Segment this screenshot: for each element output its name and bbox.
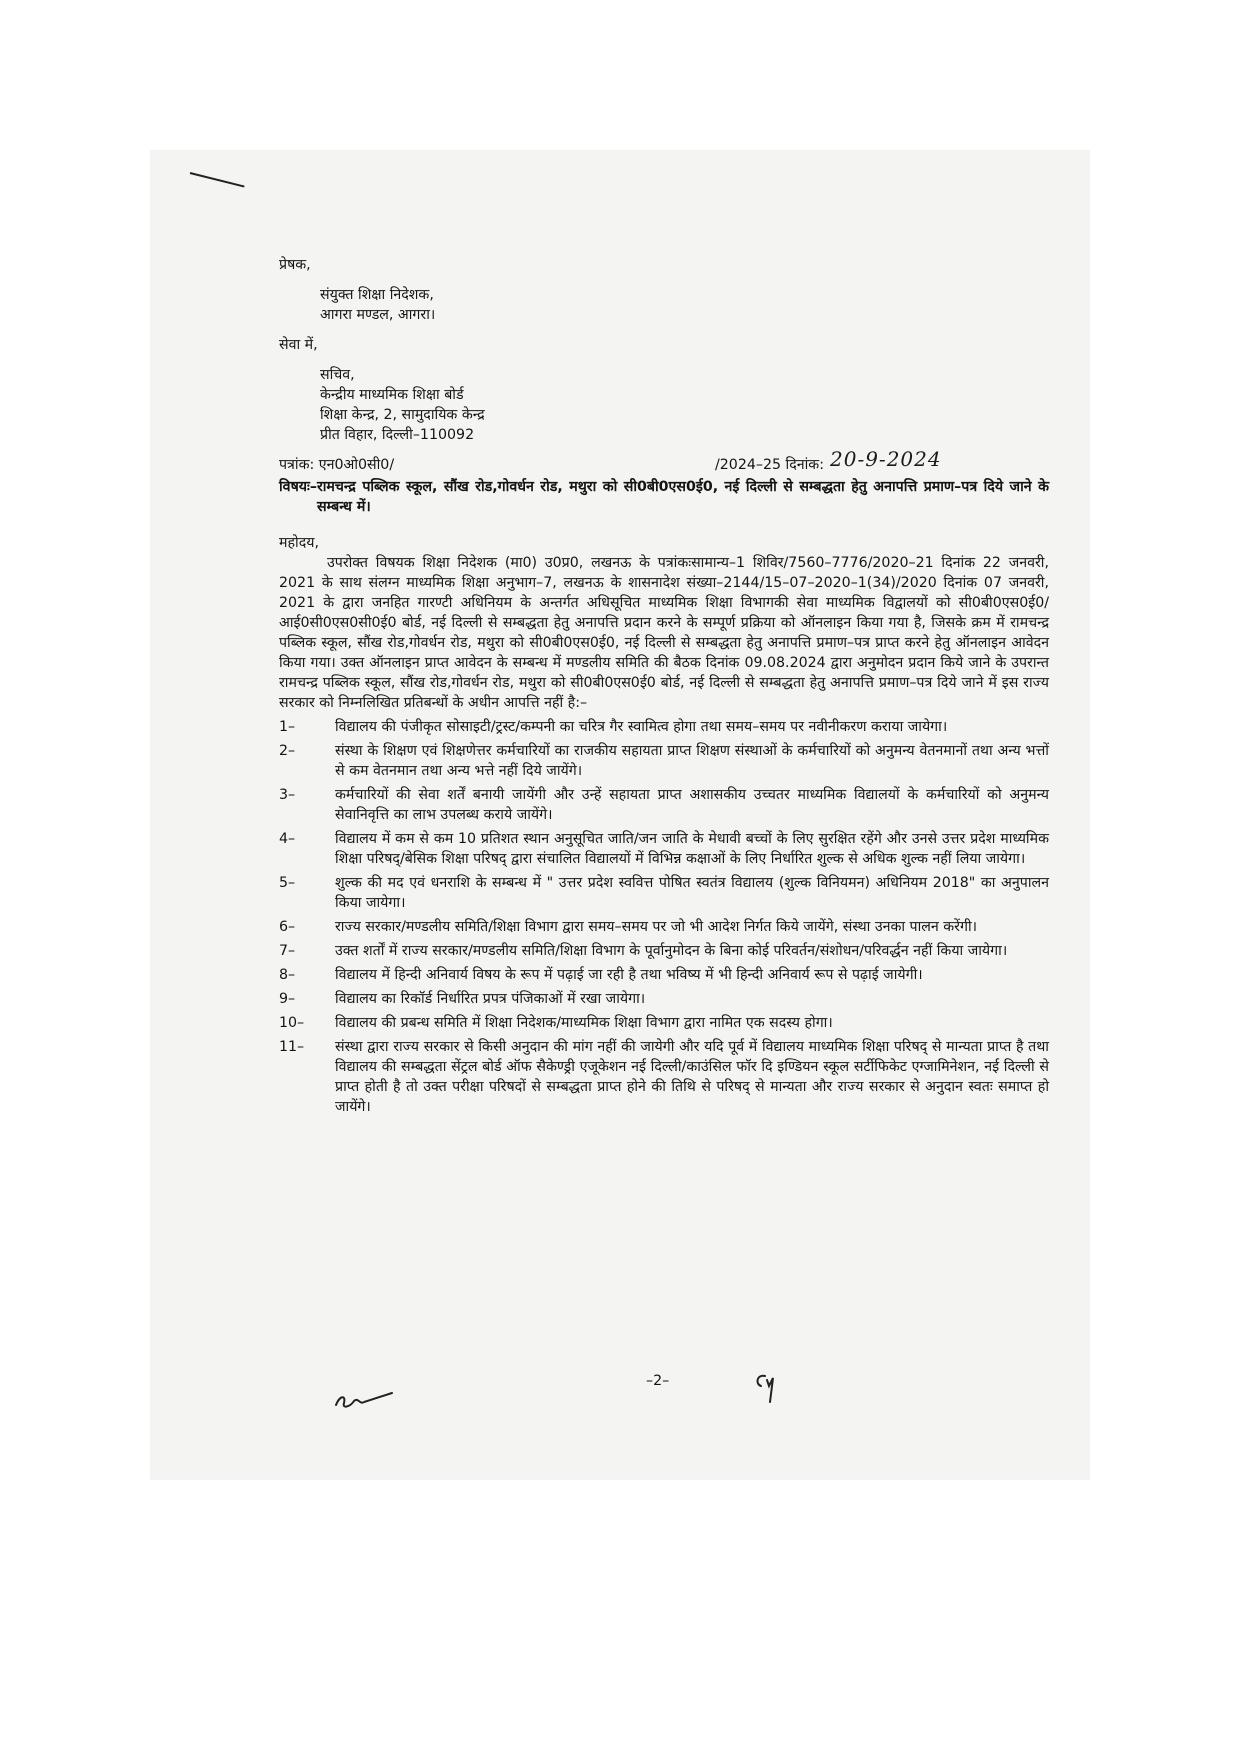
sender-name: संयुक्त शिक्षा निदेशक,	[320, 287, 434, 303]
recipient-title: सचिव,	[320, 367, 355, 383]
condition-item	[279, 873, 1049, 913]
condition-number: 10–	[279, 1015, 305, 1031]
condition-item	[279, 829, 1049, 869]
condition-item	[279, 1037, 1049, 1117]
reference-row	[279, 447, 1049, 477]
subject-row	[279, 477, 1049, 517]
subject-label: विषयः–	[279, 479, 317, 495]
condition-number: 7–	[279, 943, 296, 959]
sender-label: प्रेषक,	[279, 257, 311, 273]
condition-item	[279, 1013, 1049, 1033]
condition-number: 8–	[279, 967, 296, 983]
condition-item	[279, 785, 1049, 825]
conditions-list	[279, 717, 1049, 1117]
recipient-address-line-2: प्रीत विहार, दिल्ली–110092	[320, 427, 475, 443]
condition-number: 3–	[279, 787, 296, 803]
recipient-block	[320, 365, 1049, 445]
recipient-org: केन्द्रीय माध्यमिक शिक्षा बोर्ड	[320, 387, 464, 403]
condition-number: 5–	[279, 875, 296, 891]
condition-number: 2–	[279, 743, 296, 759]
condition-text: विद्यालय में कम से कम 10 प्रतिशत स्थान अनुसूचित जाति/जन जाति के मेधावी बच्चों के लिए सुरक्षित रहेंगे और उनसे उत्तर प्रदेश माध्यमिक शिक्षा परिषद्/बेसिक शिक्षा परिषद् द्वारा संचालित विद्यालयों में विभिन्न कक्षाओं के लिए निर्धारित शुल्क से अधिक शुल्क नहीं लिया जायेगा।	[335, 831, 1049, 867]
body-paragraph: उपरोक्त विषयक शिक्षा निदेशक (मा0) उ0प्र0, लखनऊ के पत्रांकःसामान्य–1 शिविर/7560–7776/2020–21 दिनांक 22 जनवरी, 2021 के साथ संलग्न माध्यमिक शिक्षा अनुभाग–7, लखनऊ के शासनादेश संख्या–2144/15–07–2020–1(34)/2020 दिनांक 07 जनवरी, 2021 के द्वारा जनहित गारण्टी अधिनियम के अन्तर्गत अधिसूचित माध्यमिक शिक्षा विभागकी सेवा माध्यमिक विद्वालयों को सी0बी0एस0ई0/आई0सी0एस0सी0ई0 बोर्ड, नई दिल्ली से सम्बद्धता हेतु अनापत्ति प्रदान करने के सम्पूर्ण प्रक्रिया को ऑनलाइन किया गया है, जिसके क्रम में रामचन्द्र पब्लिक स्कूल, सौंख रोड,गोवर्धन रोड, मथुरा को सी0बी0एस0ई0, नई दिल्ली से सम्बद्धता हेतु अनापत्ति प्रमाण–पत्र प्राप्त करने हेतु ऑनलाइन आवेदन किया गया। उक्त ऑनलाइन प्राप्त आवेदन के सम्बन्ध में मण्डलीय समिति की बैठक दिनांक 09.08.2024 द्वारा अनुमोदन प्रदान किये जाने के उपरान्त रामचन्द्र पब्लिक स्कूल, सौंख रोड,गोवर्धन रोड, मथुरा को सी0बी0एस0ई0 बोर्ड, नई दिल्ली से सम्बद्धता हेतु अनापत्ति प्रमाण–पत्र दिये जाने में इस राज्य सरकार को निम्नलिखित प्रतिबन्धों के अधीन आपत्ति नहीं है:–	[279, 555, 1049, 711]
page-footer	[150, 1365, 1090, 1425]
initials-signature-left	[330, 1385, 400, 1415]
initials-signature-right	[751, 1370, 781, 1406]
condition-item	[279, 917, 1049, 937]
letter-body	[279, 255, 1049, 1117]
condition-text: विद्यालय का रिकॉर्ड निर्धारित प्रपत्र पंजिकाओं में रखा जायेगा।	[335, 991, 646, 1007]
condition-item	[279, 989, 1049, 1009]
condition-text: संस्था द्वारा राज्य सरकार से किसी अनुदान की मांग नहीं की जायेगी और यदि पूर्व में विद्यालय माध्यमिक शिक्षा परिषद् से मान्यता प्राप्त है तथा विद्यालय की सम्बद्धता सेंट्रल बोर्ड ऑफ सैकेण्ड्री एजूकेशन नई दिल्ली/काउंसिल फॉर दि इण्डियन स्कूल सर्टीफिकेट एग्जामिनेशन, नई दिल्ली से प्राप्त होती है तो उक्त परीक्षा परिषदों से सम्बद्धता प्राप्त होने की तिथि से परिषद् से मान्यता और राज्य सरकार से अनुदान स्वतः समाप्त हो जायेंगे।	[335, 1039, 1049, 1115]
sender-block	[320, 285, 1049, 325]
condition-number: 1–	[279, 719, 296, 735]
page-number: –2–	[646, 1373, 670, 1389]
recipient-address-line-1: शिक्षा केन्द्र, 2, सामुदायिक केन्द्र	[320, 407, 485, 423]
condition-text: कर्मचारियों की सेवा शर्तें बनायी जायेंगी और उन्हें सहायता प्राप्त अशासकीय उच्चतर माध्यमिक विद्यालयों के कर्मचारियों को अनुमन्य सेवानिवृत्ति का लाभ उपलब्ध कराये जायेंगे।	[335, 787, 1049, 823]
reference-number: पत्रांक: एन0ओ0सी0/	[279, 457, 395, 473]
handwritten-date: 20-9-2024	[830, 447, 942, 471]
condition-number: 6–	[279, 919, 296, 935]
condition-text: शुल्क की मद एवं धनराशि के सम्बन्ध में " उत्तर प्रदेश स्ववित्त पोषित स्वतंत्र विद्यालय (शुल्क विनियमन) अधिनियम 2018" का अनुपालन किया जायेगा।	[335, 875, 1049, 911]
condition-number: 4–	[279, 831, 296, 847]
salutation: महोदय,	[279, 535, 319, 551]
condition-item	[279, 941, 1049, 961]
condition-text: उक्त शर्तों में राज्य सरकार/मण्डलीय समिति/शिक्षा विभाग के पूर्वानुमोदन के बिना कोई परिवर्तन/संशोधन/परिवर्द्धन नहीं किया जायेगा।	[335, 943, 1008, 959]
condition-text: विद्यालय की प्रबन्ध समिति में शिक्षा निदेशक/माध्यमिक शिक्षा विभाग द्वारा नामित एक सदस्य होगा।	[335, 1015, 833, 1031]
condition-item	[279, 741, 1049, 781]
condition-item	[279, 717, 1049, 737]
condition-text: संस्था के शिक्षण एवं शिक्षणेत्तर कर्मचारियों का राजकीय सहायता प्राप्त शिक्षण संस्थाओं के कर्मचारियों को अनुमन्य वेतनमानों तथा अन्य भत्तों से कम वेतनमान तथा अन्य भत्ते नहीं दिये जायेंगे।	[335, 743, 1049, 779]
reference-year-date-label: /2024–25 दिनांक:	[715, 457, 824, 473]
condition-text: विद्यालय में हिन्दी अनिवार्य विषय के रूप में पढ़ाई जा रही है तथा भविष्य में भी हिन्दी अनिवार्य रूप से पढ़ाई जायेगी।	[335, 967, 923, 983]
condition-text: विद्यालय की पंजीकृत सोसाइटी/ट्रस्ट/कम्पनी का चरित्र गैर स्वामित्व होगा तथा समय–समय पर नवीनीकरण कराया जायेगा।	[335, 719, 948, 735]
condition-number: 9–	[279, 991, 296, 1007]
condition-item	[279, 965, 1049, 985]
sender-office: आगरा मण्डल, आगरा।	[320, 307, 436, 323]
condition-number: 11–	[279, 1039, 305, 1055]
condition-text: राज्य सरकार/मण्डलीय समिति/शिक्षा विभाग द्वारा समय–समय पर जो भी आदेश निर्गत किये जायेंगे, संस्था उनका पालन करेंगी।	[335, 919, 978, 935]
subject-text: रामचन्द्र पब्लिक स्कूल, सौंख रोड,गोवर्धन रोड, मथुरा को सी0बी0एस0ई0, नई दिल्ली से सम्बद्धता हेतु अनापत्ति प्रमाण–पत्र दिये जाने के सम्बन्ध में।	[316, 479, 1049, 515]
to-label: सेवा में,	[279, 337, 318, 353]
